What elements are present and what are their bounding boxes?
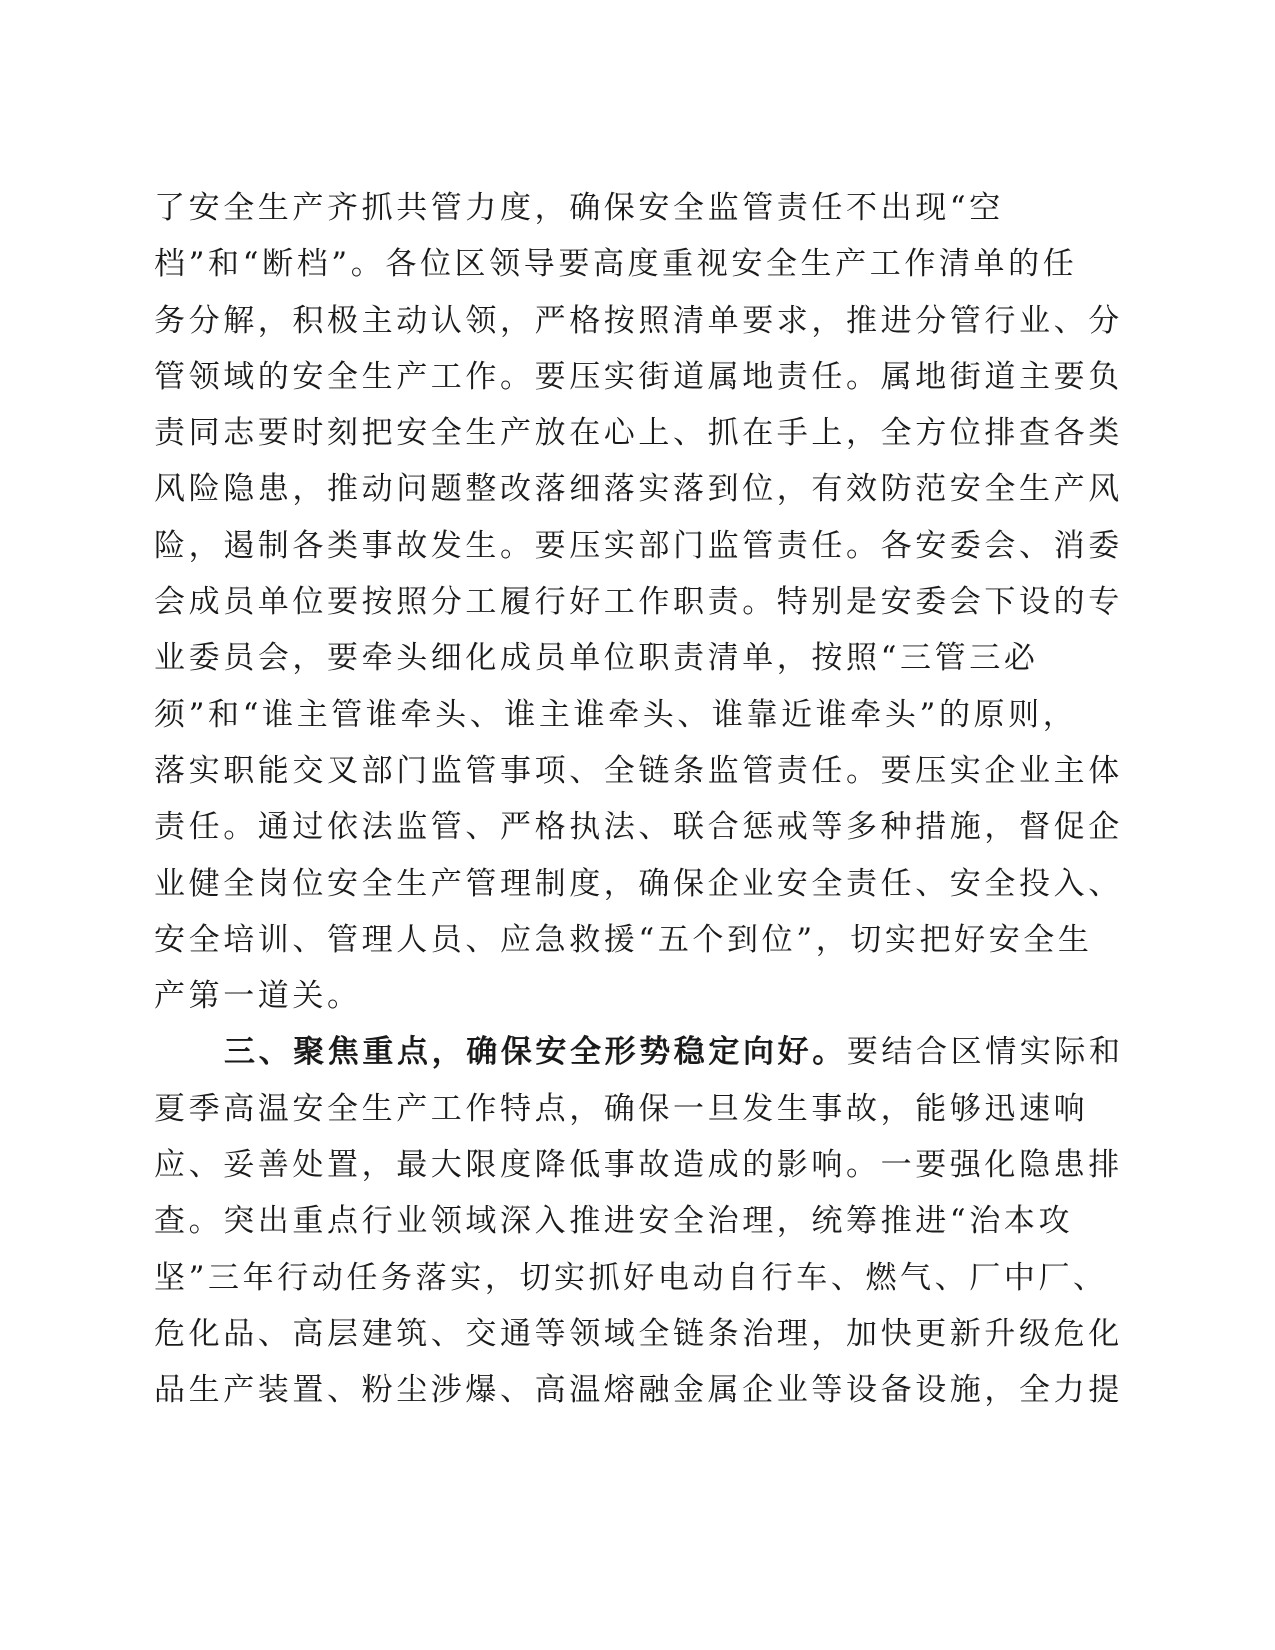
text-line: 须”和“谁主管谁牵头、谁主谁牵头、谁靠近谁牵头”的原则， (154, 696, 1078, 733)
text-line: 了安全生产齐抓共管力度，确保安全监管责任不出现“空 (154, 190, 1004, 226)
text-line: 坚”三年行动任务落实，切实抓好电动自行车、燃气、厂中厂、 (154, 1259, 1108, 1296)
text-line: 档”和“断档”。各位区领导要高度重视安全生产工作清单的任 (154, 246, 1078, 283)
text-line: 品生产装置、粉尘涉爆、高温熔融金属企业等设备设施，全力提 (154, 1372, 1123, 1409)
text-line: 应、妥善处置，最大限度降低事故造成的影响。一要强化隐患排 (154, 1147, 1123, 1184)
text-line: 责任。通过依法监管、严格执法、联合惩戒等多种措施，督促企 (154, 809, 1123, 846)
section-heading: 三、聚焦重点，确保安全形势稳定向好。 (224, 1034, 847, 1071)
text-line: 安全培训、管理人员、应急救援“五个到位”，切实把好安全生 (154, 921, 1093, 958)
section-heading-rest: 要结合区情实际和 (846, 1034, 1124, 1071)
text-line: 业委员会，要牵头细化成员单位职责清单，按照“三管三必 (154, 640, 1039, 677)
section-heading-line (154, 1024, 1124, 1080)
text-line: 危化品、高层建筑、交通等领域全链条治理，加快更新升级危化 (154, 1315, 1123, 1352)
text-line: 会成员单位要按照分工履行好工作职责。特别是安委会下设的专 (154, 584, 1123, 621)
text-line: 产第一道关。 (154, 978, 362, 1015)
text-line: 务分解，积极主动认领，严格按照清单要求，推进分管行业、分 (154, 302, 1123, 339)
body-text (154, 180, 1124, 1419)
text-line: 险，遏制各类事故发生。要压实部门监管责任。各安委会、消委 (154, 527, 1123, 564)
text-line: 夏季高温安全生产工作特点，确保一旦发生事故，能够迅速响 (154, 1090, 1089, 1127)
text-line: 查。突出重点行业领域深入推进安全治理，统筹推进“治本攻 (154, 1203, 1074, 1240)
text-line: 落实职能交叉部门监管事项、全链条监管责任。要压实企业主体 (154, 752, 1123, 789)
text-line: 管领域的安全生产工作。要压实街道属地责任。属地街道主要负 (154, 358, 1123, 395)
text-line: 责同志要时刻把安全生产放在心上、抓在手上，全方位排查各类 (154, 415, 1123, 452)
text-line: 风险隐患，推动问题整改落细落实落到位，有效防范安全生产风 (154, 471, 1123, 508)
text-line: 业健全岗位安全生产管理制度，确保企业安全责任、安全投入、 (154, 865, 1123, 902)
